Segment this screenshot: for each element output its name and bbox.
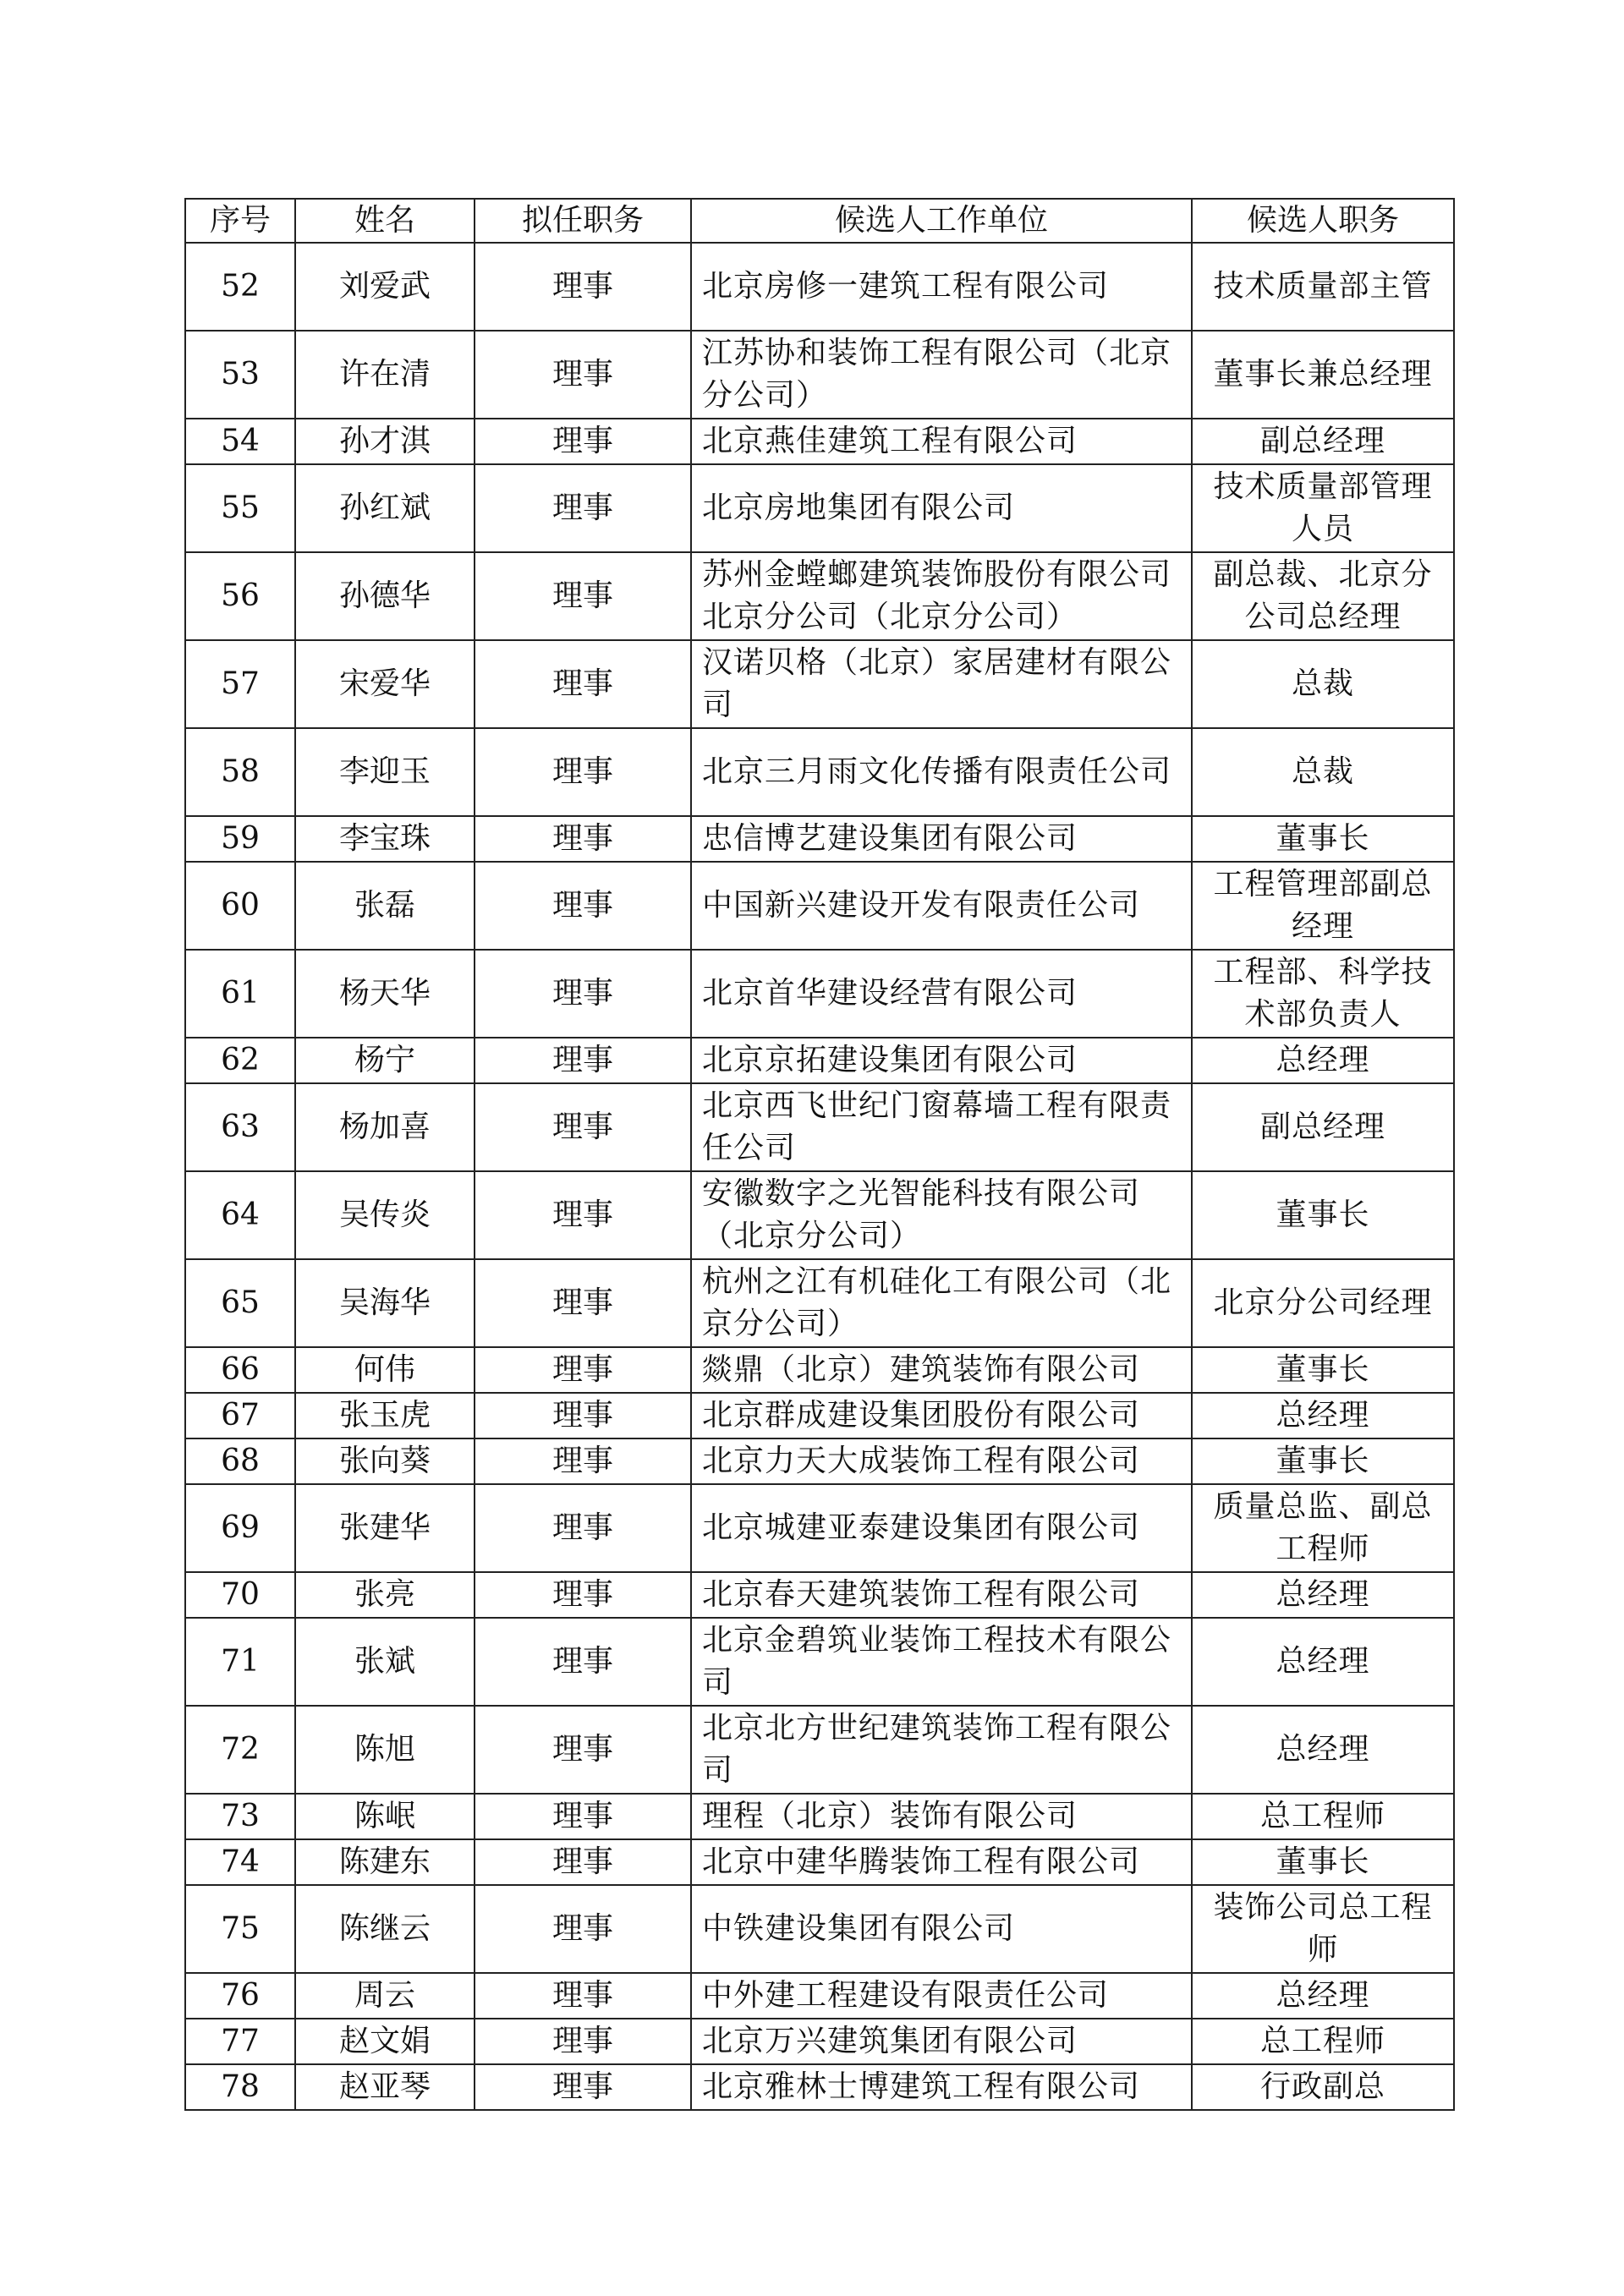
cell-position: 副总裁、北京分公司总经理 [1192,552,1454,640]
table-row [185,2019,1454,2064]
cell-no: 77 [185,2019,295,2064]
cell-role: 理事 [475,2064,691,2110]
cell-position: 总经理 [1192,1706,1454,1794]
cell-role: 理事 [475,1839,691,1885]
table-row [185,728,1454,816]
cell-position: 技术质量部主管 [1192,243,1454,331]
cell-unit: 杭州之江有机硅化工有限公司（北京分公司） [691,1259,1192,1347]
cell-unit: 中国新兴建设开发有限责任公司 [691,862,1192,950]
cell-position: 工程管理部副总经理 [1192,862,1454,950]
cell-position: 总经理 [1192,1393,1454,1438]
cell-position: 总裁 [1192,728,1454,816]
cell-no: 65 [185,1259,295,1347]
table-row [185,243,1454,331]
cell-no: 68 [185,1438,295,1484]
cell-role: 理事 [475,552,691,640]
cell-role: 理事 [475,1259,691,1347]
table-row [185,1973,1454,2019]
cell-role: 理事 [475,464,691,552]
cell-unit: 北京城建亚泰建设集团有限公司 [691,1484,1192,1572]
header-unit: 候选人工作单位 [691,199,1192,243]
cell-role: 理事 [475,1393,691,1438]
cell-role: 理事 [475,816,691,862]
cell-unit: 北京三月雨文化传播有限责任公司 [691,728,1192,816]
cell-position: 总经理 [1192,1572,1454,1618]
cell-role: 理事 [475,419,691,464]
table-row [185,419,1454,464]
cell-role: 理事 [475,1083,691,1171]
cell-name: 陈继云 [295,1885,475,1973]
cell-no: 66 [185,1347,295,1393]
cell-unit: 北京北方世纪建筑装饰工程有限公司 [691,1706,1192,1794]
cell-no: 55 [185,464,295,552]
cell-unit: 忠信博艺建设集团有限公司 [691,816,1192,862]
cell-unit: 江苏协和装饰工程有限公司（北京分公司） [691,331,1192,419]
table-row [185,1259,1454,1347]
cell-position: 董事长兼总经理 [1192,331,1454,419]
cell-name: 孙德华 [295,552,475,640]
table-row [185,816,1454,862]
cell-no: 69 [185,1484,295,1572]
cell-position: 装饰公司总工程师 [1192,1885,1454,1973]
table-row [185,1618,1454,1706]
cell-name: 杨天华 [295,950,475,1038]
cell-unit: 燚鼎（北京）建筑装饰有限公司 [691,1347,1192,1393]
table-row [185,1484,1454,1572]
cell-position: 总裁 [1192,640,1454,728]
cell-no: 71 [185,1618,295,1706]
cell-position: 董事长 [1192,1839,1454,1885]
cell-position: 副总经理 [1192,419,1454,464]
cell-no: 57 [185,640,295,728]
cell-name: 周云 [295,1973,475,2019]
cell-no: 56 [185,552,295,640]
cell-unit: 北京春天建筑装饰工程有限公司 [691,1572,1192,1618]
table-row [185,1347,1454,1393]
cell-name: 孙才淇 [295,419,475,464]
cell-position: 工程部、科学技术部负责人 [1192,950,1454,1038]
header-no: 序号 [185,199,295,243]
cell-name: 许在清 [295,331,475,419]
cell-no: 72 [185,1706,295,1794]
cell-no: 58 [185,728,295,816]
cell-position: 董事长 [1192,1347,1454,1393]
cell-name: 赵亚琴 [295,2064,475,2110]
cell-name: 杨宁 [295,1038,475,1083]
cell-name: 张玉虎 [295,1393,475,1438]
table-row [185,1438,1454,1484]
cell-unit: 北京西飞世纪门窗幕墙工程有限责任公司 [691,1083,1192,1171]
table-row [185,862,1454,950]
cell-position: 副总经理 [1192,1083,1454,1171]
table-row [185,2064,1454,2110]
cell-role: 理事 [475,1794,691,1839]
cell-name: 李宝珠 [295,816,475,862]
table-row [185,1885,1454,1973]
cell-position: 总工程师 [1192,2019,1454,2064]
cell-unit: 北京燕佳建筑工程有限公司 [691,419,1192,464]
cell-no: 60 [185,862,295,950]
candidate-table [184,198,1455,2111]
cell-position: 行政副总 [1192,2064,1454,2110]
table-row [185,950,1454,1038]
cell-name: 张斌 [295,1618,475,1706]
table-body [185,243,1454,2110]
cell-role: 理事 [475,1973,691,2019]
cell-unit: 北京中建华腾装饰工程有限公司 [691,1839,1192,1885]
table-row [185,331,1454,419]
table-row [185,1083,1454,1171]
header-role: 拟任职务 [475,199,691,243]
cell-no: 63 [185,1083,295,1171]
cell-position: 总经理 [1192,1038,1454,1083]
table-row [185,1839,1454,1885]
cell-name: 陈建东 [295,1839,475,1885]
cell-unit: 中外建工程建设有限责任公司 [691,1973,1192,2019]
cell-position: 北京分公司经理 [1192,1259,1454,1347]
cell-unit: 理程（北京）装饰有限公司 [691,1794,1192,1839]
table-row [185,1038,1454,1083]
cell-role: 理事 [475,1706,691,1794]
cell-role: 理事 [475,331,691,419]
cell-role: 理事 [475,1347,691,1393]
cell-position: 总经理 [1192,1618,1454,1706]
header-name: 姓名 [295,199,475,243]
cell-unit: 安徽数字之光智能科技有限公司（北京分公司） [691,1171,1192,1259]
cell-no: 64 [185,1171,295,1259]
cell-role: 理事 [475,1572,691,1618]
cell-name: 陈岷 [295,1794,475,1839]
cell-name: 杨加喜 [295,1083,475,1171]
cell-unit: 汉诺贝格（北京）家居建材有限公司 [691,640,1192,728]
cell-name: 赵文娟 [295,2019,475,2064]
cell-role: 理事 [475,243,691,331]
cell-unit: 北京房修一建筑工程有限公司 [691,243,1192,331]
cell-no: 67 [185,1393,295,1438]
cell-role: 理事 [475,1885,691,1973]
cell-unit: 北京房地集团有限公司 [691,464,1192,552]
cell-unit: 北京首华建设经营有限公司 [691,950,1192,1038]
cell-unit: 北京万兴建筑集团有限公司 [691,2019,1192,2064]
cell-position: 董事长 [1192,1171,1454,1259]
cell-role: 理事 [475,862,691,950]
cell-unit: 北京京拓建设集团有限公司 [691,1038,1192,1083]
cell-no: 70 [185,1572,295,1618]
table-row [185,1393,1454,1438]
cell-no: 76 [185,1973,295,2019]
cell-name: 张向葵 [295,1438,475,1484]
cell-name: 孙红斌 [295,464,475,552]
cell-unit: 北京群成建设集团股份有限公司 [691,1393,1192,1438]
cell-role: 理事 [475,950,691,1038]
table-row [185,464,1454,552]
cell-no: 62 [185,1038,295,1083]
table-row [185,1794,1454,1839]
cell-no: 74 [185,1839,295,1885]
table-row [185,1171,1454,1259]
cell-position: 董事长 [1192,1438,1454,1484]
cell-role: 理事 [475,1038,691,1083]
cell-no: 53 [185,331,295,419]
cell-role: 理事 [475,1484,691,1572]
cell-name: 何伟 [295,1347,475,1393]
cell-role: 理事 [475,1171,691,1259]
cell-name: 宋爱华 [295,640,475,728]
cell-position: 质量总监、副总工程师 [1192,1484,1454,1572]
cell-no: 59 [185,816,295,862]
table-row [185,1706,1454,1794]
cell-position: 总工程师 [1192,1794,1454,1839]
cell-position: 董事长 [1192,816,1454,862]
cell-unit: 中铁建设集团有限公司 [691,1885,1192,1973]
cell-name: 刘爱武 [295,243,475,331]
cell-name: 陈旭 [295,1706,475,1794]
cell-no: 73 [185,1794,295,1839]
cell-position: 技术质量部管理人员 [1192,464,1454,552]
table-row [185,1572,1454,1618]
cell-name: 张亮 [295,1572,475,1618]
cell-name: 张磊 [295,862,475,950]
table-row [185,552,1454,640]
cell-name: 李迎玉 [295,728,475,816]
cell-unit: 苏州金螳螂建筑装饰股份有限公司北京分公司（北京分公司） [691,552,1192,640]
table-header-row [185,199,1454,243]
cell-unit: 北京力天大成装饰工程有限公司 [691,1438,1192,1484]
header-position: 候选人职务 [1192,199,1454,243]
cell-role: 理事 [475,640,691,728]
cell-name: 吴海华 [295,1259,475,1347]
cell-unit: 北京雅林士博建筑工程有限公司 [691,2064,1192,2110]
cell-role: 理事 [475,1618,691,1706]
cell-no: 54 [185,419,295,464]
table-row [185,640,1454,728]
cell-no: 52 [185,243,295,331]
cell-no: 78 [185,2064,295,2110]
cell-role: 理事 [475,1438,691,1484]
cell-name: 张建华 [295,1484,475,1572]
cell-no: 61 [185,950,295,1038]
cell-role: 理事 [475,728,691,816]
cell-unit: 北京金碧筑业装饰工程技术有限公司 [691,1618,1192,1706]
cell-position: 总经理 [1192,1973,1454,2019]
cell-no: 75 [185,1885,295,1973]
cell-role: 理事 [475,2019,691,2064]
cell-name: 吴传炎 [295,1171,475,1259]
